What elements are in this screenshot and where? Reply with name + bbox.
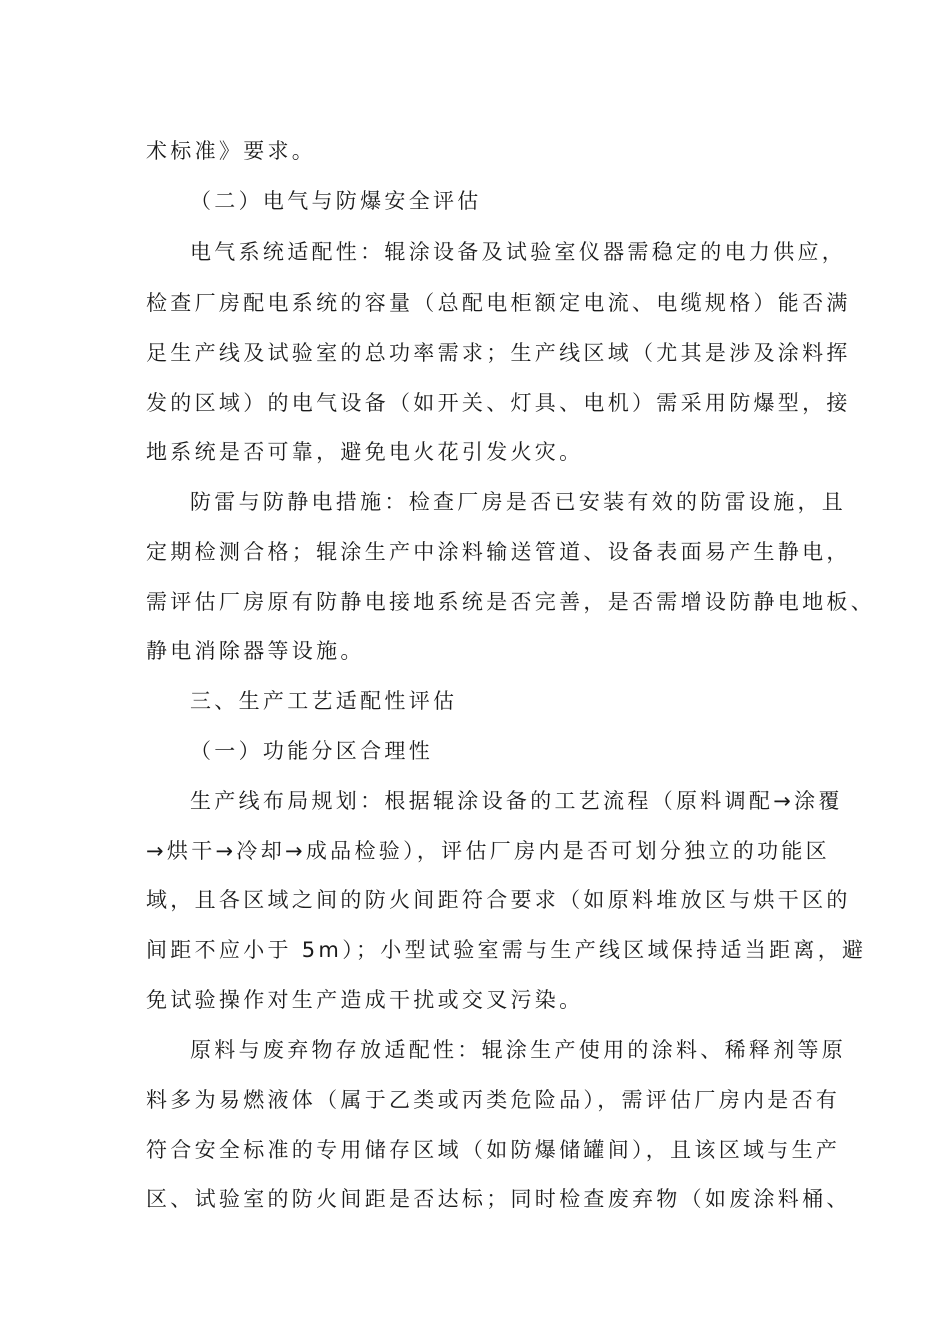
section-heading-electrical-safety: （二）电气与防爆安全评估 <box>190 189 482 213</box>
paragraph-lightning-line-3: 需评估厂房原有防静电接地系统是否完善，是否需增设防静电地板、 <box>146 590 875 614</box>
paragraph-storage-line-2: 料多为易燃液体（属于乙类或丙类危险品），需评估厂房内是否有 <box>146 1088 841 1112</box>
paragraph-layout-line-5: 免试验操作对生产造成干扰或交叉污染。 <box>146 988 584 1012</box>
paragraph-layout-line-1: 生产线布局规划：根据辊涂设备的工艺流程（原料调配→涂覆 <box>190 789 843 813</box>
section-heading-zoning: （一）功能分区合理性 <box>190 739 433 763</box>
paragraph-electrical-line-2: 检查厂房配电系统的容量（总配电柜额定电流、电缆规格）能否满 <box>146 291 851 315</box>
paragraph-storage-line-3: 符合安全标准的专用储存区域（如防爆储罐间），且该区域与生产 <box>146 1138 841 1162</box>
paragraph-lightning-line-4: 静电消除器等设施。 <box>146 639 365 663</box>
paragraph-lightning-line-2: 定期检测合格；辊涂生产中涂料输送管道、设备表面易产生静电， <box>146 540 851 564</box>
paragraph-electrical-line-3: 足生产线及试验室的总功率需求；生产线区域（尤其是涉及涂料挥 <box>146 341 851 365</box>
paragraph-storage-line-4: 区、试验室的防火间距是否达标；同时检查废弃物（如废涂料桶、 <box>146 1187 851 1211</box>
paragraph-lightning-line-1: 防雷与防静电措施：检查厂房是否已安装有效的防雷设施，且 <box>190 490 847 514</box>
paragraph-layout-line-3: 域，且各区域之间的防火间距符合要求（如原料堆放区与烘干区的 <box>146 888 851 912</box>
section-heading-process-fit: 三、生产工艺适配性评估 <box>190 689 458 713</box>
text-line-1: 术标准》要求。 <box>146 139 317 163</box>
paragraph-storage-line-1: 原料与废弃物存放适配性：辊涂生产使用的涂料、稀释剂等原 <box>190 1038 847 1062</box>
paragraph-electrical-line-1: 电气系统适配性：辊涂设备及试验室仪器需稳定的电力供应， <box>190 240 847 264</box>
paragraph-electrical-line-4: 发的区域）的电气设备（如开关、灯具、电机）需采用防爆型，接 <box>146 391 851 415</box>
paragraph-layout-line-2: →烘干→冷却→成品检验），评估厂房内是否可划分独立的功能区 <box>146 839 830 863</box>
paragraph-electrical-line-5: 地系统是否可靠，避免电火花引发火灾。 <box>146 440 584 464</box>
paragraph-layout-line-4: 间距不应小于 5m）；小型试验室需与生产线区域保持适当距离，避 <box>146 938 867 962</box>
